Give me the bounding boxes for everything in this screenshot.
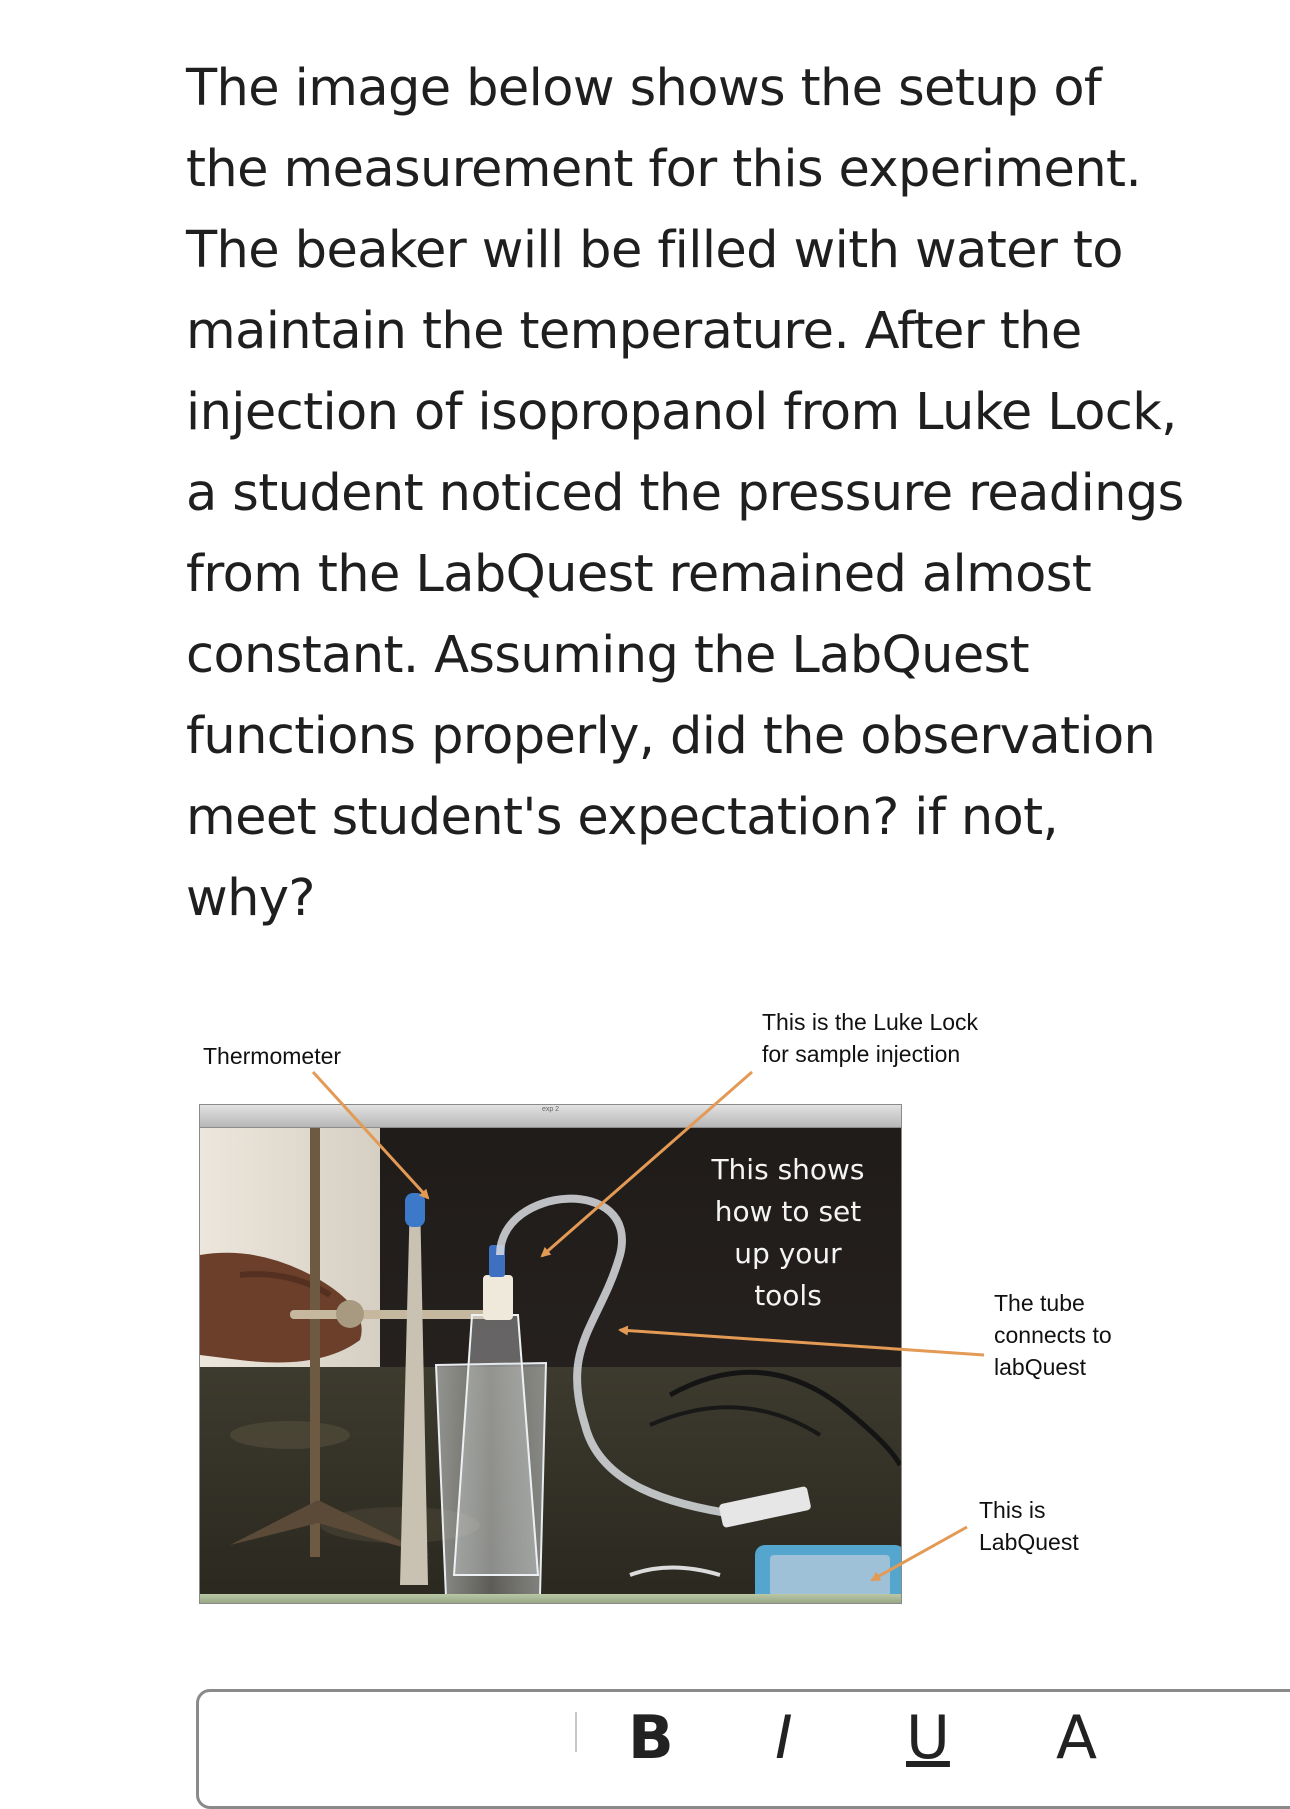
photo-window-bar: exp 2	[200, 1105, 901, 1128]
tube-arrow	[620, 1330, 984, 1355]
luke-lock-label: This is the Luke Lock for sample injection	[762, 1009, 979, 1067]
underline-button[interactable]: U	[906, 1703, 950, 1773]
question-text: The image below shows the setup of the measurement for this experiment. The beaker will be filled with water to maintain the temperature. After the injection of isopropanol from Luke Lock, a student noticed the pressure readings from the LabQuest remained almost constant. Assuming the LabQuest functions properly, did the observation meet student's expectation? if not, why?	[186, 59, 1184, 928]
text-color-button[interactable]: A	[1056, 1703, 1098, 1773]
thermometer-label: Thermometer	[203, 1043, 342, 1069]
luke-lock-arrow	[542, 1072, 752, 1256]
labquest-label: This is LabQuest	[979, 1497, 1079, 1555]
photo-caption: This shows how to set up your tools	[711, 1153, 865, 1312]
labquest-arrow	[872, 1527, 967, 1580]
annotation-arrows	[0, 990, 1290, 1630]
experiment-setup-figure	[0, 990, 1290, 1630]
bold-button[interactable]: B	[628, 1703, 674, 1773]
tube-label: The tube connects to labQuest	[994, 1290, 1112, 1380]
answer-editor[interactable]	[196, 1689, 1290, 1809]
toolbar-separator	[575, 1712, 577, 1752]
thermometer-arrow	[313, 1072, 428, 1198]
italic-button[interactable]: I	[775, 1703, 793, 1773]
